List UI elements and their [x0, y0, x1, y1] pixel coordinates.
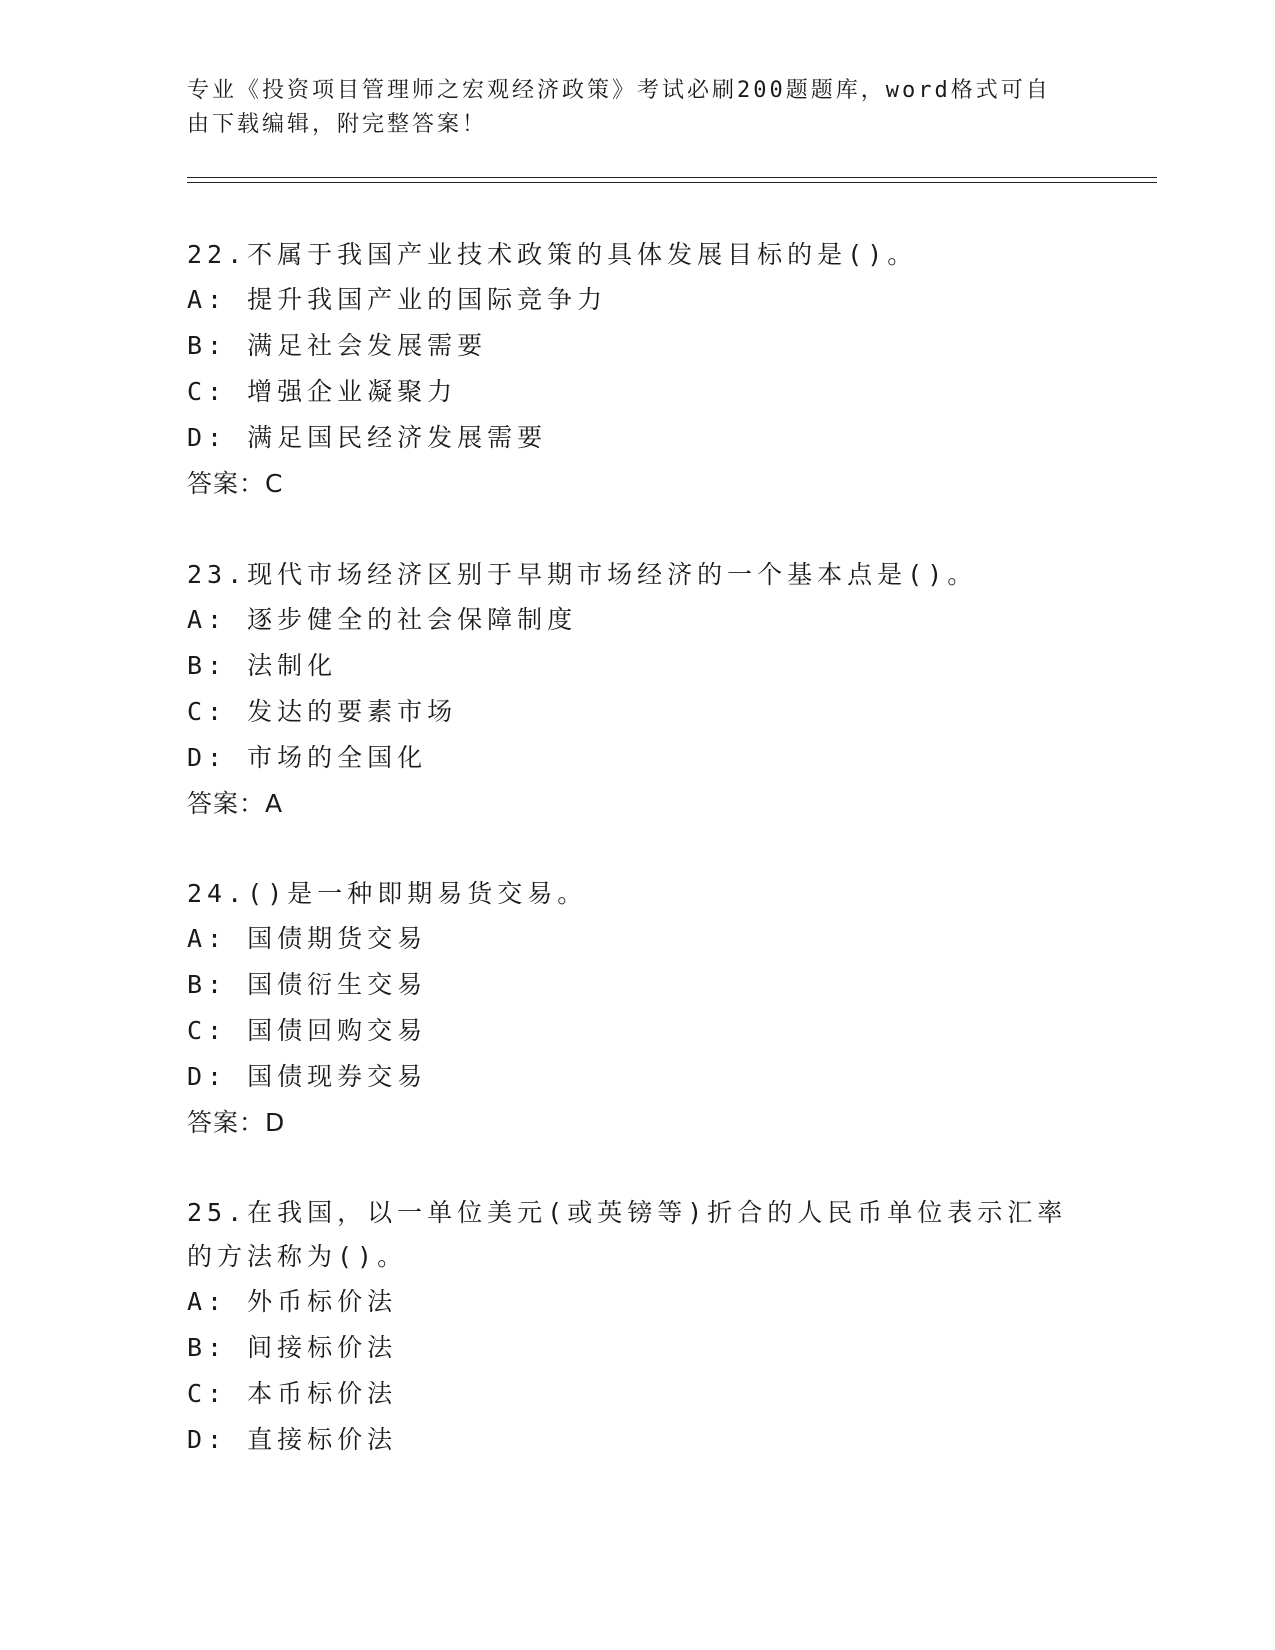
- option-b: B: 法制化: [187, 651, 338, 680]
- option-c: C: 本币标价法: [187, 1379, 398, 1408]
- option-a: A: 逐步健全的社会保障制度: [187, 605, 578, 634]
- option-b: B: 间接标价法: [187, 1333, 398, 1362]
- question-23: [187, 553, 1087, 827]
- document-header: 专业《投资项目管理师之宏观经济政策》考试必刷200题题库，word格式可自由下载编辑，附完整答案！: [187, 78, 1051, 137]
- option-b: B: 满足社会发展需要: [187, 331, 488, 360]
- option-c: C: 发达的要素市场: [187, 697, 458, 726]
- question-25: [187, 1191, 1087, 1463]
- answer: 答案：A: [187, 789, 284, 818]
- question-24: [187, 872, 1087, 1146]
- question-stem: 22.不属于我国产业技术政策的具体发展目标的是()。: [187, 240, 918, 269]
- question-stem: 25.在我国，以一单位美元(或英镑等)折合的人民币单位表示汇率的方法称为()。: [187, 1198, 1068, 1271]
- answer: 答案：C: [187, 469, 284, 498]
- header-divider-top: [187, 177, 1157, 178]
- option-a: A: 外币标价法: [187, 1287, 398, 1316]
- option-d: D: 满足国民经济发展需要: [187, 423, 548, 452]
- answer: 答案：D: [187, 1108, 286, 1137]
- option-d: D: 直接标价法: [187, 1425, 398, 1454]
- option-c: C: 国债回购交易: [187, 1016, 428, 1045]
- option-d: D: 国债现券交易: [187, 1062, 428, 1091]
- option-a: A: 提升我国产业的国际竞争力: [187, 285, 608, 314]
- option-a: A: 国债期货交易: [187, 924, 428, 953]
- question-stem: 24.()是一种即期易货交易。: [187, 879, 588, 908]
- option-b: B: 国债衍生交易: [187, 970, 428, 999]
- option-c: C: 增强企业凝聚力: [187, 377, 458, 406]
- option-d: D: 市场的全国化: [187, 743, 428, 772]
- header-divider-bottom: [187, 182, 1157, 183]
- question-stem: 23.现代市场经济区别于早期市场经济的一个基本点是()。: [187, 560, 978, 589]
- question-22: [187, 233, 1087, 507]
